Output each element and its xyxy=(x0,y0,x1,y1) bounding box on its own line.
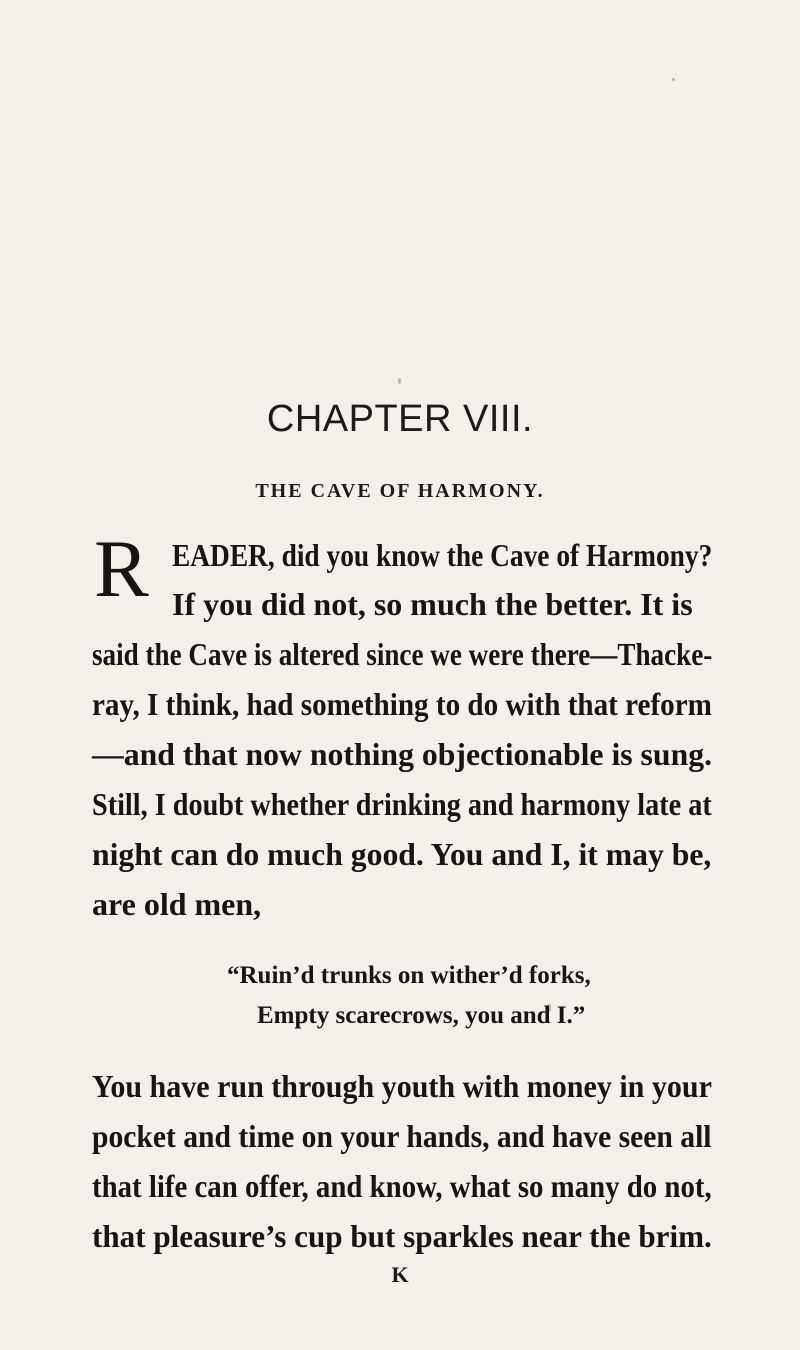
paragraph-line: If you did not, so much the better. It is xyxy=(172,586,693,622)
paragraph-line: are old men, xyxy=(92,886,262,922)
paper-speck xyxy=(672,78,675,81)
verse-line: “Ruin’d trunks on wither’d forks, xyxy=(227,962,591,989)
paragraph-line: pocket and time on your hands, and have seen all xyxy=(92,1118,712,1154)
paragraph-line: Still, I doubt whether drinking and harmony late at xyxy=(92,786,712,822)
paragraph-line: You have run through youth with money in your xyxy=(92,1068,712,1104)
paragraph-line: that life can offer, and know, what so many do not, xyxy=(92,1168,712,1204)
paragraph-line: ray, I think, had something to do with that reform xyxy=(92,686,712,722)
paper-speck xyxy=(398,378,401,384)
paragraph-line: —and that now nothing objectionable is sung. xyxy=(92,736,713,772)
chapter-subtitle: THE CAVE OF HARMONY. xyxy=(255,480,545,502)
paragraph-line: said the Cave is altered since we were there—Thacke- xyxy=(92,636,713,672)
paragraph-line: EADER, did you know the Cave of Harmony? xyxy=(172,537,713,573)
paragraph-line: that pleasure’s cup but sparkles near the brim. xyxy=(92,1218,712,1254)
signature-mark: K xyxy=(391,1262,409,1287)
verse-line: Empty scarecrows, you and I.” xyxy=(257,1002,586,1029)
paragraph-line: night can do much good. You and I, it may be, xyxy=(92,836,712,872)
chapter-heading: CHAPTER VIII. xyxy=(266,398,534,440)
drop-cap: R xyxy=(94,523,149,614)
